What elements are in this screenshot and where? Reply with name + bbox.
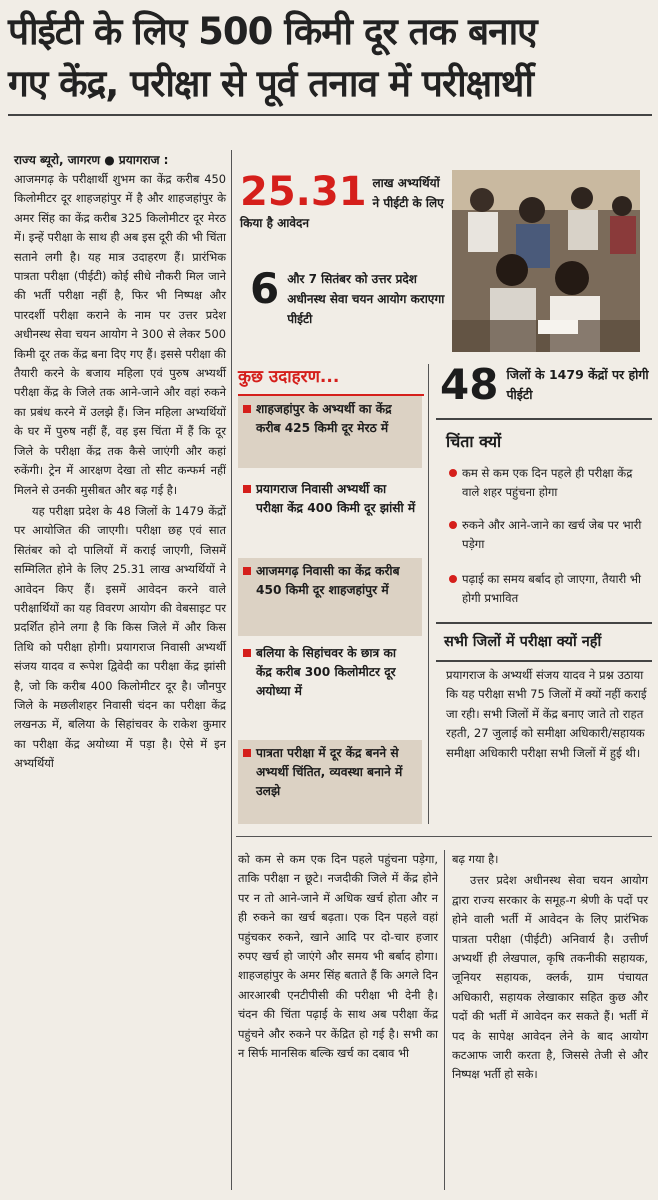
bullet-icon (449, 521, 457, 529)
concern-item-text: पढ़ाई का समय बर्बाद हो जाएगा, तैयारी भी होगी प्रभावित (462, 572, 642, 605)
article-paragraph: यह परीक्षा प्रदेश के 48 जिलों के 1479 केंद्रों पर आयोजित की जाएगी। परीक्षा छह एवं सात सितंबर को दो पालियों में कराई जाएगी, जिसमें सम्मिलित होने के लिए 25.31 लाख अभ्यर्थियों ने आवेदन किए हैं। इसमें आवेदन करने वाले परीक्षार्थियों का यह विवरण आयोग की वेबसाइट पर प्रदर्शित होने लगा है कि किस जिले में और किस तिथि को परीक्षा होगी। प्रयागराज निवासी अभ्यर्थी संजय यादव व रूपेश द्विवेदी का परीक्षा केंद्र झांसी है, जो कि करीब 400 किलोमीटर दूर है। जौनपुर जिले के मछलीशहर निवासी चंदन का परीक्षा केंद्र लखनऊ में, बलिया के सिहांचवर के राकेश कुमार का परीक्षा केंद्र अयोध्या में पड़ा है। ऐसे में इन अभ्यर्थियों (14, 503, 226, 771)
concern-item-text: कम से कम एक दिन पहले ही परीक्षा केंद्र वाले शहर पहुंचना होगा (462, 466, 633, 499)
bottom-section-rule (236, 836, 652, 837)
stat-number: 25.31 (240, 169, 367, 215)
example-item-text: आजमगढ़ निवासी का केंद्र करीब 450 किमी दूर शाहजहांपुर में (256, 564, 400, 597)
headline-line-1: पीईटी के लिए 500 किमी दूर तक बनाए (8, 10, 537, 53)
stat-number: 48 (440, 360, 499, 409)
square-bullet-icon (243, 485, 251, 493)
concern-item (446, 570, 646, 608)
why-not-text: प्रयागराज के अभ्यर्थी संजय यादव ने प्रश्न उठाया कि यह परीक्षा सभी 75 जिलों में क्यों नहीं कराई जा रही। सभी जिलों में केंद्र बनाए जाते तो राहत रहती, 27 जुलाई को समीक्षा अधिकारी/सहायक समीक्षा अधिकारी परीक्षा सभी जिलों में हुई थी। (446, 668, 647, 760)
stat-block-dates (250, 264, 446, 328)
stat-block-districts (440, 360, 650, 409)
stat-block-applicants (240, 169, 446, 232)
why-not-title: सभी जिलों में परीक्षा क्यों नहीं (444, 634, 602, 650)
dateline: राज्य ब्यूरो, जागरण ● प्रयागराज : (14, 153, 169, 167)
why-not-header (436, 622, 652, 662)
concern-item (446, 464, 646, 502)
example-item-text: प्रयागराज निवासी अभ्यर्थी का परीक्षा केंद्र 400 किमी दूर झांसी में (256, 482, 416, 515)
exam-hall-photo (452, 170, 640, 352)
article-column-1 (14, 150, 226, 774)
square-bullet-icon (243, 567, 251, 575)
examples-header (238, 364, 424, 396)
example-item (238, 476, 422, 556)
students-illustration (452, 170, 640, 352)
example-item (238, 640, 422, 736)
bullet-icon (449, 469, 457, 477)
section-rule (436, 418, 652, 420)
concerns-title: चिंता क्यों (446, 432, 502, 451)
article-paragraph: आजमगढ़ के परीक्षार्थी शुभम का केंद्र करीब 450 किलोमीटर दूर शाहजहांपुर में है और शाहजहांपुर के अमर सिंह का केंद्र करीब 325 किलोमीटर दूर मेरठ में। इन्हें परीक्षा के साथ ही अब इस दूरी की भी चिंता सताने लगी है। यह मात्र उदाहरण हैं। प्रारंभिक पात्रता परीक्षा (पीईटी) कोई सीधे नौकरी मिल जाने की भर्ती परीक्षा नहीं है, फिर भी निष्पक्ष और पारदर्शी परीक्षा कराने के नाम पर उत्तर प्रदेश अधीनस्थ सेवा चयन आयोग ने 300 से लेकर 500 किमी दूर तक केंद्र बना दिए गए हैं। इससे परीक्षा की तैयारी करने के बजाय महिला एवं पुरुष अभ्यर्थी परीक्षा केंद्र के जिले तक आने-जाने और वहां रुकने का प्रबंध करने में उलझे हैं। जिन महिला अभ्यर्थियों के घर में पुरुष नहीं हैं, वह इस चिंता में हैं कि दूर जिले के परीक्षा केंद्र तक कैसे जाएंगी और कहां रुकेंगी। ट्रेन में आरक्षण देखा तो सीट कन्फर्म नहीं मिलने से उनकी मुसीबत और बढ़ गई है। (14, 172, 226, 497)
examples-title: कुछ उदाहरण... (238, 367, 340, 387)
example-item (238, 396, 422, 468)
headline-rule (8, 114, 652, 116)
article-paragraph: बढ़ गया है। (452, 852, 499, 866)
concern-item (446, 516, 646, 554)
article-column-3 (452, 850, 648, 1085)
article-paragraph: उत्तर प्रदेश अधीनस्थ सेवा चयन आयोग द्वारा राज्य सरकार के समूह-ग श्रेणी के पदों पर होने वाली भर्ती में आवेदन के लिए प्रारंभिक पात्रता परीक्षा (पीईटी) अनिवार्य है। उत्तीर्ण अभ्यर्थी ही लेखपाल, कृषि तकनीकी सहायक, जूनियर सहायक, क्लर्क, ग्राम पंचायत अधिकारी, सहायक लेखाकार सहित कुछ और पदों की भर्ती में आवेदन कर सकते हैं। भर्ती में पद के सापेक्ष आवेदन लेने के बाद आयोग कटआफ जारी करता है, जिससे तेजी से और निष्पक्ष भर्ती हो सके। (452, 873, 648, 1082)
stat-number: 6 (250, 264, 280, 313)
square-bullet-icon (243, 749, 251, 757)
column-divider (444, 850, 445, 1190)
column-divider (231, 150, 232, 1190)
article-paragraph: को कम से कम एक दिन पहले पहुंचना पड़ेगा, ताकि परीक्षा न छूटे। नजदीकी जिले में केंद्र होने पर न तो आने-जाने में अधिक खर्च होता और न ही रुकने का खर्च बढ़ता। एक दिन पहले वहां पहुंचकर रुकने, खाने आदि पर दो-चार हजार रुपए खर्च हो जाएंगे और समय भी बर्बाद होगा। शाहजहांपुर के अमर सिंह बताते हैं कि अगले दिन आरआरबी एनटीपीसी की परीक्षा भी देनी है। चंदन की चिंता पढ़ाई के साथ अब परीक्षा केंद्र पहुंचने और रुकने पर केंद्रित हो गई है। सभी का न सिर्फ मानसिक बल्कि खर्च का दबाव भी (238, 852, 438, 1061)
example-item (238, 740, 422, 824)
square-bullet-icon (243, 649, 251, 657)
bullet-icon (449, 575, 457, 583)
example-item-text: शाहजहांपुर के अभ्यर्थी का केंद्र करीब 425 किमी दूर मेरठ में (256, 402, 392, 435)
headline-line-2: गए केंद्र, परीक्षा से पूर्व तनाव में परीक्षार्थी (8, 62, 533, 105)
article-column-2 (238, 850, 438, 1063)
stat-text: लाख अभ्यर्थियों ने पीईटी के लिए किया है आवेदन (240, 176, 444, 230)
headline (8, 6, 652, 110)
example-item (238, 558, 422, 636)
example-item-text: बलिया के सिहांचवर के छात्र का केंद्र करीब 300 किलोमीटर दूर अयोध्या में (256, 646, 397, 698)
stat-text: जिलों के 1479 केंद्रों पर होगी पीईटी (506, 367, 649, 402)
concern-item-text: रुकने और आने-जाने का खर्च जेब पर भारी पड़ेगा (462, 518, 642, 551)
infographic-divider (428, 364, 429, 824)
example-item-text: पात्रता परीक्षा में दूर केंद्र बनने से अभ्यर्थी चिंतित, व्यवस्था बनाने में उलझे (256, 746, 403, 798)
square-bullet-icon (243, 405, 251, 413)
stat-text: और 7 सितंबर को उत्तर प्रदेश अधीनस्थ सेवा चयन आयोग कराएगा पीईटी (287, 272, 445, 326)
